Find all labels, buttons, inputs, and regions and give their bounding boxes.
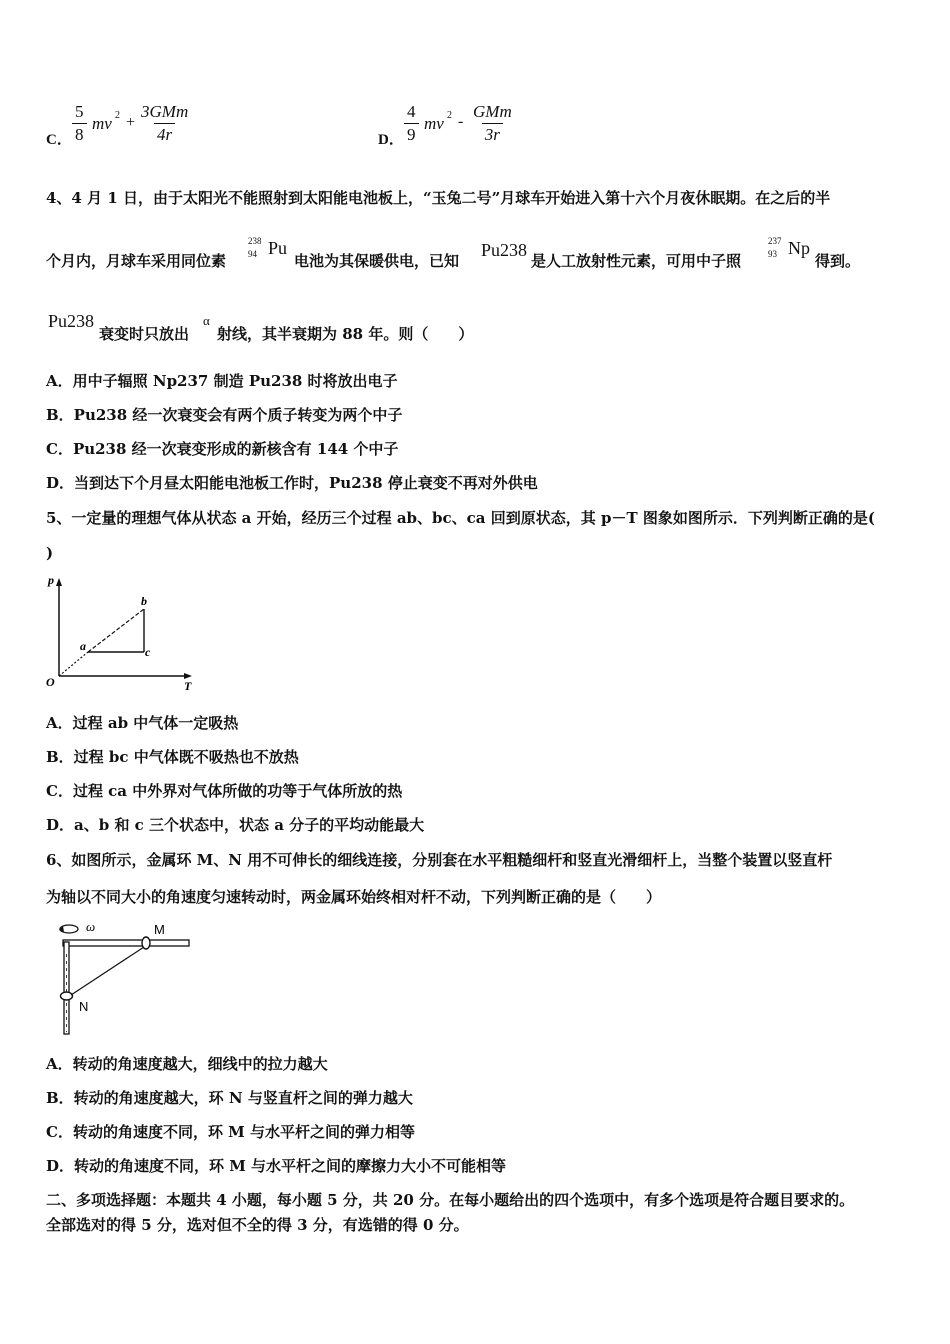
q6-option-b: B．转动的角速度越大，环 N 与竖直杆之间的弹力越大	[46, 1089, 413, 1107]
pu-isotope: 238 94 Pu	[248, 236, 288, 259]
mv-term: mv	[92, 114, 112, 133]
ring-n-label: N	[79, 999, 89, 1014]
option-c-letter: C．	[46, 132, 72, 148]
section-2-line1: 二、多项选择题：本题共 4 小题，每小题 5 分，共 20 分。在每小题给出的四个选项中，有多个选项是符合题目要求的。	[46, 1191, 855, 1209]
fraction-3gmm-4r: 3GMm 4r	[141, 102, 189, 144]
q6-line2: 为轴以不同大小的角速度匀速转动时，两金属环始终相对杆不动，下列判断正确的是（ ）	[46, 888, 662, 906]
q4-line2-part4: 得到。	[815, 252, 861, 270]
section-2-line2: 全部选对的得 5 分，选对但不全的得 3 分，有选错的得 0 分。	[46, 1216, 469, 1234]
q4-line2-part3: 是人工放射性元素，可用中子照	[531, 252, 742, 270]
q6-line1: 6、如图所示，金属环 M、N 用不可伸长的细线连接，分别套在水平粗糙细杆和竖直光滑细杆上，当整个装置以竖直杆	[46, 851, 833, 869]
t-axis-label: T	[184, 679, 192, 692]
mv-term: mv	[424, 114, 444, 133]
q4-line2-part1: 个月内，月球车采用同位素	[46, 252, 227, 270]
process-ab	[88, 609, 144, 652]
fraction-gmm-3r: GMm 3r	[473, 102, 512, 144]
q5-option-a: A．过程 ab 中气体一定吸热	[46, 714, 239, 732]
ring-m-label: M	[154, 922, 165, 937]
pu238-symbol: Pu238	[481, 240, 528, 260]
dashed-extension	[59, 652, 88, 676]
q4-option-d: D．当到达下个月昼太阳能电池板工作时，Pu238 停止衰变不再对外供电	[46, 474, 538, 492]
p-axis-label: p	[48, 573, 54, 587]
np-isotope: 237 93 Np	[768, 236, 810, 259]
q5-option-d: D．a、b 和 c 三个状态中，状态 a 分子的平均动能最大	[46, 816, 425, 834]
q4-option-b: B．Pu238 经一次衰变会有两个质子转变为两个中子	[46, 406, 403, 424]
q5-line2: )	[46, 544, 54, 562]
q4-line3-part1: 衰变时只放出	[99, 325, 190, 343]
p-axis-arrow	[56, 578, 62, 586]
option-d-letter: D．	[378, 132, 404, 148]
fraction-4-9: $\frac{4}{9}$	[404, 101, 419, 146]
pu238-symbol-line3: Pu238	[48, 311, 95, 331]
q5-option-c: C．过程 ca 中外界对气体所做的功等于气体所放的热	[46, 782, 403, 800]
fraction-5-8: $\frac{5}{8}$	[72, 101, 87, 146]
point-a-label: a	[80, 639, 86, 653]
ring-n	[61, 992, 73, 1000]
q4-line3-part2: 射线，其半衰期为 88 年。则（ ）	[217, 325, 474, 343]
rotating-rods-figure	[44, 914, 204, 1038]
thin-string	[71, 947, 144, 995]
point-b-label: b	[141, 594, 147, 608]
q6-option-d: D．转动的角速度不同，环 M 与水平杆之间的摩擦力大小不可能相等	[46, 1157, 507, 1175]
point-c-label: c	[145, 645, 151, 659]
q4-option-c: C．Pu238 经一次衰变形成的新核含有 144 个中子	[46, 440, 399, 458]
origin-label: O	[46, 675, 55, 689]
q4-line1: 4、4 月 1 日，由于太阳光不能照射到太阳能电池板上，“玉兔二号”月球车开始进入第十六个月夜休眠期。在之后的半	[46, 189, 831, 207]
square-exponent: 2	[115, 110, 120, 121]
q4-line2-part2: 电池为其保暖供电，已知	[294, 252, 460, 270]
q4-option-a: A．用中子辐照 Np237 制造 Pu238 时将放出电子	[46, 372, 398, 390]
p-t-graph	[40, 572, 200, 692]
minus-sign: -	[458, 113, 464, 130]
alpha-symbol: α	[203, 313, 210, 328]
omega-label: ω	[86, 919, 96, 934]
q6-option-a: A．转动的角速度越大，细线中的拉力越大	[46, 1055, 328, 1073]
horizontal-rod	[63, 940, 189, 946]
q6-option-c: C．转动的角速度不同，环 M 与水平杆之间的弹力相等	[46, 1123, 415, 1141]
q5-option-b: B．过程 bc 中气体既不吸热也不放热	[46, 748, 299, 766]
plus-sign: +	[126, 114, 136, 131]
square-exponent: 2	[447, 110, 452, 121]
q5-line1: 5、一定量的理想气体从状态 a 开始，经历三个过程 ab、bc、ca 回到原状态，其 p－T 图象如图所示．下列判断正确的是(	[46, 509, 875, 527]
